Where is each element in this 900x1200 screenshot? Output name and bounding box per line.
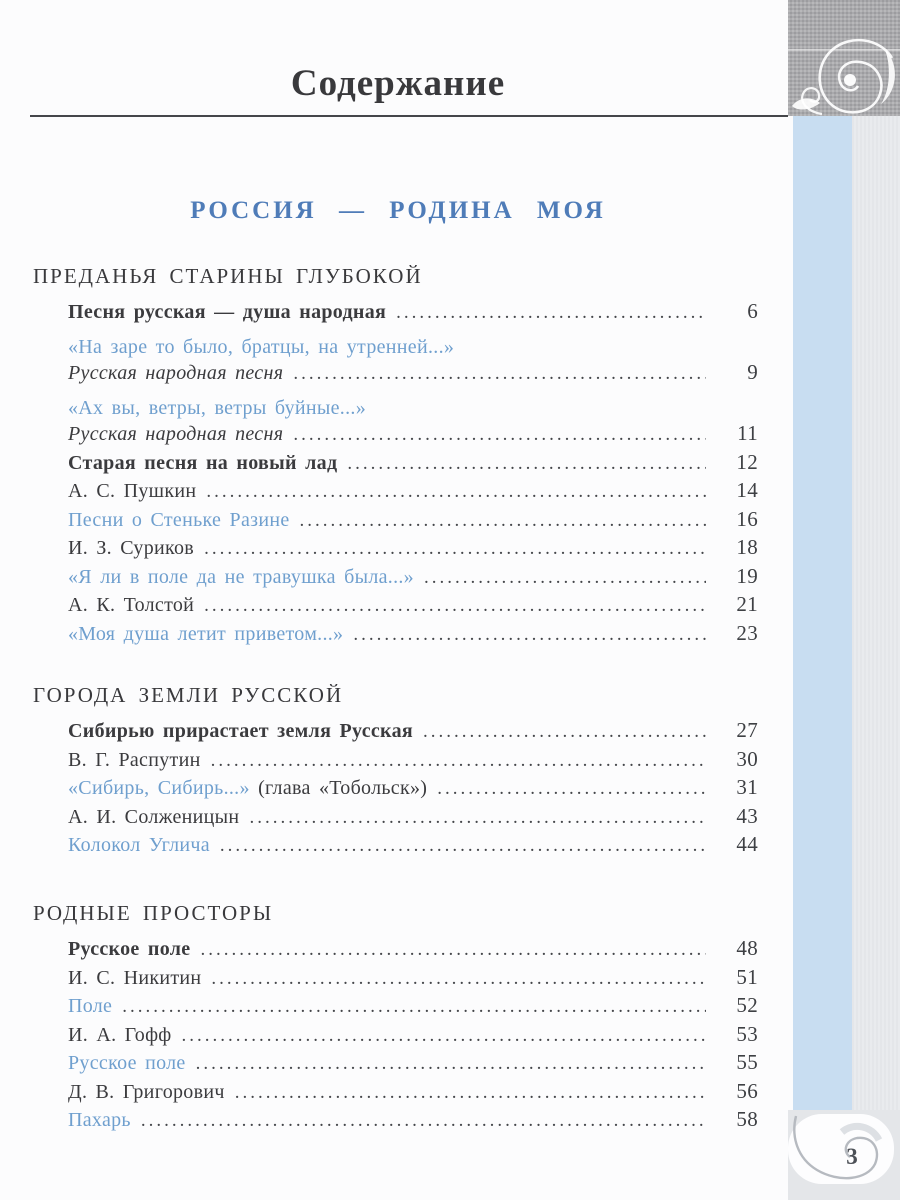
toc-entry	[68, 936, 758, 965]
dot-leader	[437, 778, 706, 800]
entry-text-run: Русское поле	[68, 1052, 186, 1075]
entry-text-run: «Сибирь, Сибирь...»	[68, 777, 250, 800]
section-heading: ГОРОДА ЗЕМЛИ РУССКОЙ	[33, 683, 344, 708]
toc-sections	[33, 264, 763, 1135]
entry-text-run: Русская народная песня	[68, 423, 284, 446]
dot-leader	[122, 996, 706, 1018]
contents-area	[33, 0, 763, 1136]
entry-text-run: Пахарь	[68, 1109, 131, 1132]
entry-title	[68, 301, 386, 324]
toc-entry	[68, 775, 758, 804]
entry-page-number: 51	[736, 964, 758, 989]
dot-leader	[396, 302, 706, 324]
entry-page-number: 16	[736, 506, 758, 531]
entry-title	[68, 806, 239, 829]
toc-entry	[68, 564, 758, 593]
entry-title	[68, 452, 337, 475]
entry-page-number: 31	[736, 775, 758, 800]
toc-entry	[68, 804, 758, 833]
entry-text-run: А. И. Солженицын	[68, 805, 240, 828]
entry-text-run: Поле	[68, 995, 113, 1018]
entry-text-run: Песни о Стеньке Разине	[68, 508, 290, 531]
entry-title	[68, 1052, 186, 1075]
entry-page-number: 9	[747, 360, 758, 385]
entry-page-number: 53	[736, 1021, 758, 1046]
dot-leader	[211, 968, 706, 990]
entry-text-run: А. К. Толстой	[68, 594, 195, 617]
toc-entry	[68, 993, 758, 1022]
dot-leader	[196, 1053, 706, 1075]
entry-page-number: 27	[736, 718, 758, 743]
part-title: РОССИЯ — РОДИНА МОЯ	[190, 196, 606, 224]
toc-section	[33, 264, 763, 649]
entry-page-number: 6	[747, 299, 758, 324]
toc-entry	[68, 718, 758, 747]
entry-title	[68, 749, 201, 772]
entry-title	[68, 423, 283, 446]
dot-leader	[424, 567, 706, 589]
entry-text-run: Колокол Углича	[68, 834, 210, 857]
dot-leader	[300, 510, 707, 532]
entry-text-run: (глава «Тобольск»)	[249, 777, 428, 800]
toc-entry	[68, 747, 758, 776]
entry-title	[68, 362, 283, 385]
entry-title	[68, 938, 190, 961]
entry-title	[68, 720, 413, 743]
toc-entry	[68, 299, 758, 328]
toc-entry	[68, 535, 758, 564]
dot-leader	[249, 807, 706, 829]
dot-leader	[211, 750, 706, 772]
dot-leader	[204, 595, 706, 617]
entry-title	[68, 1109, 131, 1132]
entry-text-run: И. А. Гофф	[68, 1023, 172, 1046]
entry-page-number: 30	[736, 746, 758, 771]
entry-page-number: 43	[736, 803, 758, 828]
toc-entry	[68, 1050, 758, 1079]
dot-leader	[423, 721, 706, 743]
dot-leader	[204, 538, 706, 560]
dot-leader	[200, 939, 706, 961]
entry-text-run: Сибирью прирастает земля Русская	[68, 720, 413, 743]
dot-leader	[235, 1082, 706, 1104]
entry-text-run: «Ах вы, ветры, ветры буйные...»	[68, 396, 367, 419]
entry-text-run: Старая песня на новый лад	[68, 451, 338, 474]
dot-leader	[347, 453, 706, 475]
dot-leader	[293, 424, 706, 446]
page-title: Содержание	[290, 63, 506, 104]
section-entries	[68, 718, 758, 861]
entry-page-number: 12	[736, 449, 758, 474]
entry-text-run: Д. В. Григорович	[68, 1080, 225, 1103]
entry-page-number: 19	[736, 563, 758, 588]
entry-page-number: 48	[736, 936, 758, 961]
entry-page-number: 11	[737, 421, 758, 446]
entry-text-run: И. З. Суриков	[68, 537, 195, 560]
toc-entry	[68, 507, 758, 536]
toc-entry	[68, 965, 758, 994]
entry-page-number: 56	[736, 1078, 758, 1103]
toc-section	[33, 901, 763, 1136]
entry-title	[68, 397, 366, 420]
entry-text-run: В. Г. Распутин	[68, 748, 201, 771]
entry-title	[68, 1024, 172, 1047]
entry-title	[68, 777, 427, 800]
entry-page-number: 55	[736, 1050, 758, 1075]
toc-section	[33, 683, 763, 861]
toc-entry	[68, 1022, 758, 1051]
right-margin-strip	[852, 116, 900, 1200]
entry-title	[68, 623, 343, 646]
entry-text-run: Русская народная песня	[68, 362, 284, 385]
entry-title	[68, 967, 201, 990]
dot-leader	[293, 363, 706, 385]
dot-leader	[206, 481, 706, 503]
entry-text-run: Русское поле	[68, 938, 191, 961]
toc-entry	[68, 478, 758, 507]
entry-title	[68, 537, 194, 560]
entry-page-number: 58	[736, 1107, 758, 1132]
page-number: 3	[846, 1144, 858, 1169]
toc-entry	[68, 1107, 758, 1136]
entry-text-run: «Я ли в поле да не травушка была...»	[68, 565, 414, 588]
entry-text-run: «На заре то было, братцы, на утренней...»	[68, 335, 455, 358]
entry-title	[68, 480, 196, 503]
entry-title	[68, 1081, 225, 1104]
toc-entry	[68, 592, 758, 621]
section-heading: ПРЕДАНЬЯ СТАРИНЫ ГЛУБОКОЙ	[33, 264, 423, 289]
entry-page-number: 23	[736, 620, 758, 645]
entry-text-run: Песня русская — душа народная	[68, 301, 387, 324]
toc-entry	[68, 421, 758, 450]
corner-texture-block	[788, 0, 900, 116]
section-entries	[68, 936, 758, 1136]
floral-swirl-icon	[788, 0, 900, 116]
entry-text-run: «Моя душа летит приветом...»	[68, 622, 344, 645]
toc-entry	[68, 360, 758, 389]
entry-title	[68, 995, 112, 1018]
entry-title	[68, 594, 194, 617]
dot-leader	[141, 1110, 706, 1132]
toc-entry	[68, 621, 758, 650]
toc-entry	[68, 450, 758, 479]
blue-margin-strip	[793, 116, 852, 1112]
entry-title	[68, 566, 414, 589]
dot-leader	[182, 1025, 707, 1047]
entry-page-number: 14	[736, 478, 758, 503]
dot-leader	[220, 835, 706, 857]
section-heading: РОДНЫЕ ПРОСТОРЫ	[33, 900, 274, 925]
entry-page-number: 44	[736, 832, 758, 857]
entry-page-number: 21	[736, 592, 758, 617]
dot-leader	[353, 624, 706, 646]
entry-text-run: А. С. Пушкин	[68, 480, 197, 503]
toc-entry	[68, 1079, 758, 1108]
entry-title	[68, 336, 454, 359]
entry-title	[68, 509, 290, 532]
entry-page-number: 18	[736, 535, 758, 560]
toc-entry	[68, 832, 758, 861]
section-entries	[68, 299, 758, 649]
entry-text-run: И. С. Никитин	[68, 966, 202, 989]
entry-page-number: 52	[736, 993, 758, 1018]
entry-title	[68, 834, 210, 857]
